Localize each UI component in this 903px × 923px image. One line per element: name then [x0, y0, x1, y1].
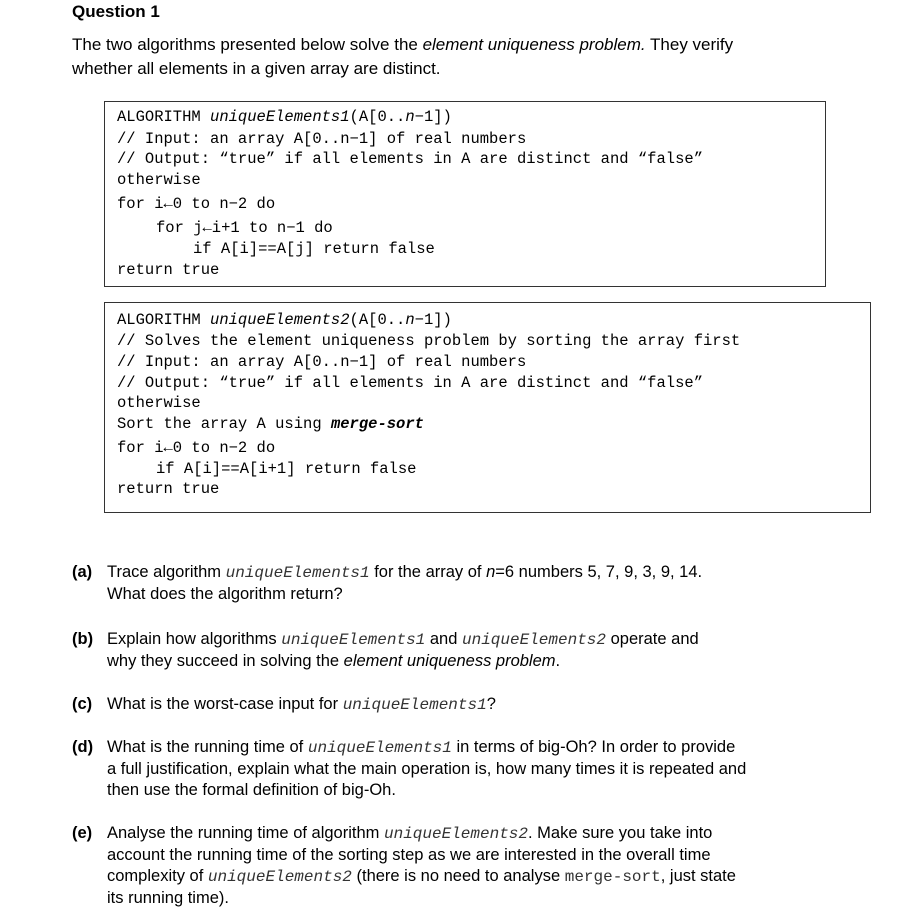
algo1-output-comment: // Output: “true” if all elements in A are distinct and “false”	[117, 150, 703, 168]
algo1-input-comment: // Input: an array A[0..n−1] of real numbers	[117, 130, 527, 148]
algo2-compare: if A[i]==A[i+1] return false	[156, 460, 417, 478]
intro-line-2: whether all elements in a given array are distinct.	[72, 59, 441, 78]
algo1-outer-loop: for i←0 to n−2 do	[117, 195, 276, 213]
question-a-text: Trace algorithm uniqueElements1 for the array of n=6 numbers 5, 7, 9, 3, 9, 14. What does the algorithm return?	[107, 563, 703, 603]
question-c-text: What is the worst-case input for uniqueElements1?	[107, 695, 496, 714]
algo2-return: return true	[117, 480, 220, 498]
algo1-inner-loop: for j←i+1 to n−1 do	[156, 219, 333, 237]
algo2-header-line: ALGORITHM uniqueElements2(A[0..n−1])	[117, 311, 452, 329]
algo2-loop: for i←0 to n−2 do	[117, 439, 276, 457]
question-a-label: (a)	[72, 563, 93, 581]
algorithm-2-box	[104, 302, 871, 513]
algo2-output-comment-cont: otherwise	[117, 394, 201, 412]
algo2-solves-comment: // Solves the element uniqueness problem by sorting the array first	[117, 332, 741, 350]
question-b-text: Explain how algorithms uniqueElements1 and uniqueElements2 operate and why they succeed in solving the element uniqueness problem.	[107, 630, 699, 670]
algo1-compare: if A[i]==A[j] return false	[193, 240, 435, 258]
algorithm-1-box	[104, 101, 826, 287]
question-d-label: (d)	[72, 738, 94, 756]
algo1-header-line: ALGORITHM uniqueElements1(A[0..n−1])	[117, 108, 452, 126]
question-e-label: (e)	[72, 824, 93, 842]
intro-line-1: The two algorithms presented below solve the element uniqueness problem. They verify	[72, 35, 734, 54]
algo2-sort-step: Sort the array A using merge-sort	[117, 415, 424, 433]
algo2-input-comment: // Input: an array A[0..n−1] of real numbers	[117, 353, 527, 371]
question-title: Question 1	[72, 2, 160, 21]
algo1-return: return true	[117, 261, 220, 279]
question-b-label: (b)	[72, 630, 94, 648]
question-d-text: What is the running time of uniqueElements1 in terms of big-Oh? In order to provide a full justification, explain what the main operation is, how many times it is repeated and then use the formal definition of big-Oh.	[107, 738, 747, 799]
intro-paragraph	[72, 33, 852, 81]
question-c-label: (c)	[72, 695, 93, 713]
algo1-output-comment-cont: otherwise	[117, 171, 201, 189]
question-e-text: Analyse the running time of algorithm uniqueElements2. Make sure you take into account the running time of the sorting step as we are interested in the overall time complexity of uniqueElements2 (there is no need to analyse merge-sort, just state its running time).	[107, 824, 736, 907]
algo2-output-comment: // Output: “true” if all elements in A are distinct and “false”	[117, 374, 703, 392]
